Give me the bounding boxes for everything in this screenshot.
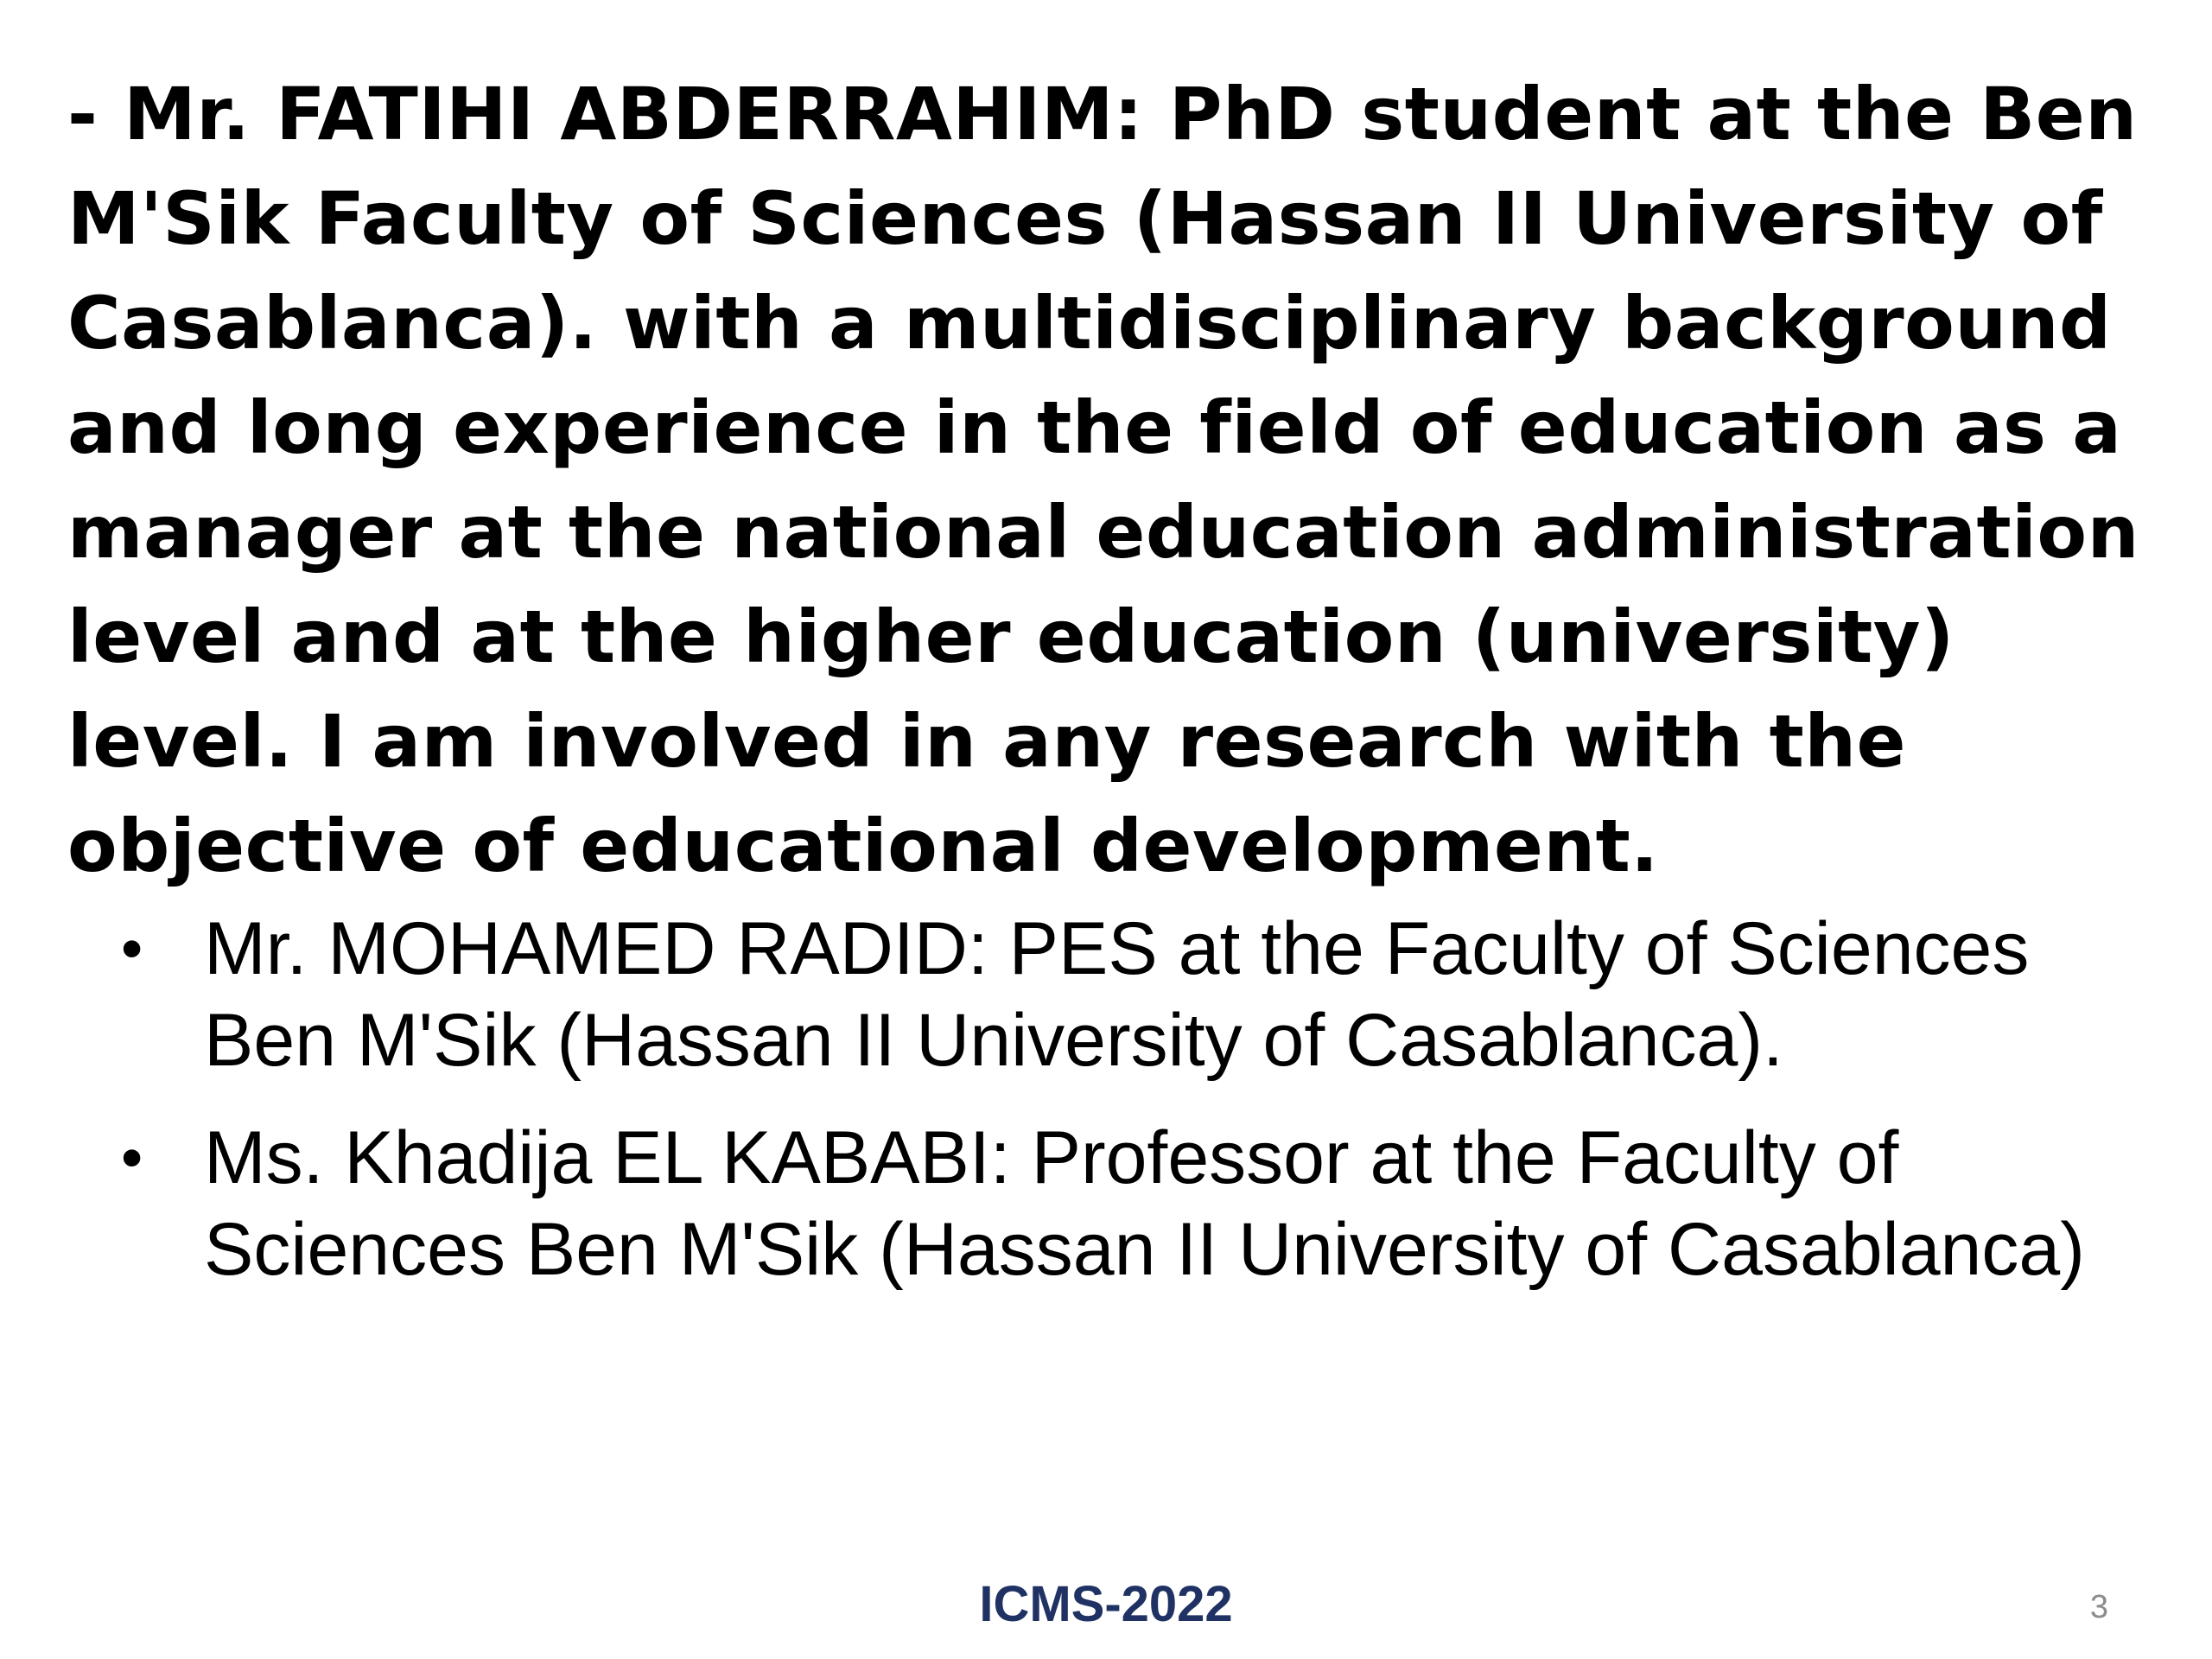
- bullet-marker: •: [121, 914, 143, 983]
- bullet-text: Ms. Khadija EL KABABI: Professor at the Faculty of Sciences Ben M'Sik (Hassan II University of Casablanca): [204, 1116, 2085, 1291]
- list-item: [121, 1112, 2108, 1295]
- bullet-list: [121, 903, 2108, 1321]
- bullet-text: Mr. MOHAMED RADID: PES at the Faculty of Sciences Ben M'Sik (Hassan II University of Casablanca).: [204, 907, 2030, 1082]
- intro-paragraph: - Mr. FATIHI ABDERRAHIM: PhD student at the Ben M'Sik Faculty of Sciences (Hassan II University of Casablanca). with a multidisciplinary background and long experience in the field of education as a manager at the national education administration level and at the higher education (university) level. I am involved in any research with the objective of educational development.: [67, 72, 2139, 888]
- list-item: [121, 903, 2108, 1086]
- page-number: 3: [2089, 1589, 2108, 1625]
- footer-conference-label: ICMS-2022: [979, 1576, 1233, 1632]
- bullet-marker: •: [121, 1123, 143, 1192]
